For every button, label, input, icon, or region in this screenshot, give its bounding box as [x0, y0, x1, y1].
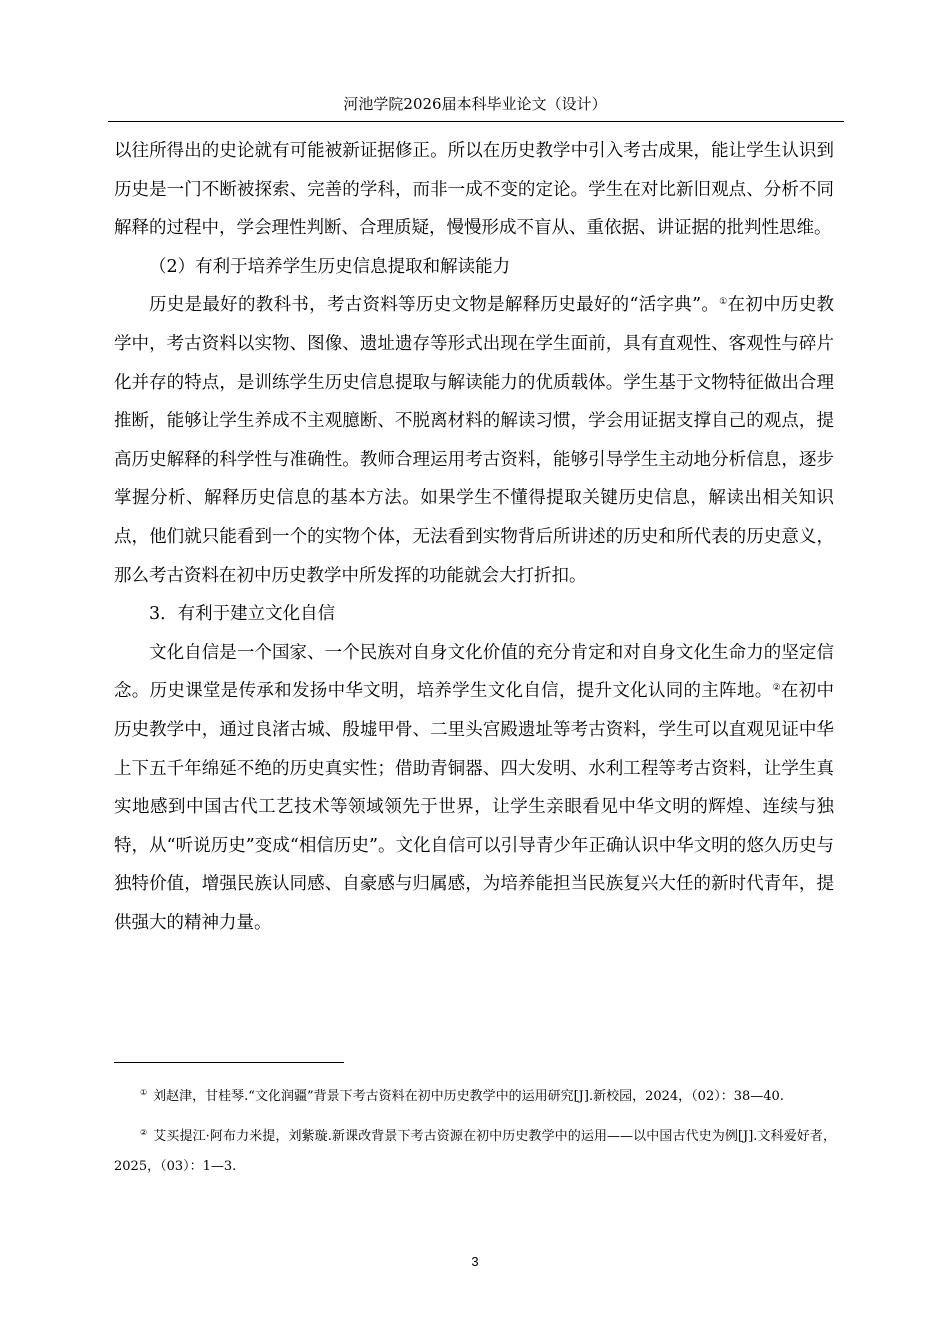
footnote-1 — [114, 1082, 836, 1112]
footnote-2 — [114, 1122, 836, 1182]
paragraph-text: 在初中历史教学中，通过良渚古城、殷墟甲骨、二里头宫殿遗址等考古资料，学生可以直观见证中华上下五千年绵延不绝的历史真实性；借助青铜器、四大发明、水利工程等考古资料，让学生真实地感到中国古代工艺技术等领域领先于世界，让学生亲眼看见中华文明的辉煌、连续与独特，从“听说历史”变成“相信历史”。文化自信可以引导青少年正确认识中华文明的悠久历史与独特价值，增强民族认同感、自豪感与归属感，为培养能担当民族复兴大任的新时代青年，提供强大的精神力量。 — [114, 681, 835, 933]
footnote-ref-2[interactable]: ② — [772, 683, 781, 694]
footnotes — [114, 1082, 836, 1192]
paragraph-text: 文化自信是一个国家、一个民族对自身文化价值的充分肯定和对自身文化生命力的坚定信念。历史课堂是传承和发扬中华文明，培养学生文化自信，提升文化认同的主阵地。 — [114, 642, 834, 702]
section-heading-3: 3．有利于建立文化自信 — [149, 604, 336, 625]
page-header: 河池学院2026届本科毕业论文（设计） — [343, 95, 607, 113]
footnote-text: 刘赵津，甘桂琴.“文化润疆”背景下考古资料在初中历史教学中的运用研究[J].新校园，2024，（02）：38—40. — [153, 1089, 784, 1104]
paragraph-cultural-confidence — [114, 634, 834, 943]
section-heading-2: （2）有利于培养学生历史信息提取和解读能力 — [149, 256, 511, 277]
footnote-mark: ② — [140, 1128, 148, 1137]
paragraph-text: 在初中历史教学中，考古资料以实物、图像、遗址遗存等形式出现在学生面前，具有直观性、客观性与碎片化并存的特点，是训练学生历史信息提取与解读能力的优质载体。学生基于文物特征做出合理推断，能够让学生养成不主观臆断、不脱离材料的解读习惯，学会用证据支撑自己的观点，提高历史解释的科学性与准确性。教师合理运用考古资料，能够引导学生主动地分析信息，逐步掌握分析、解释历史信息的基本方法。如果学生不懂得提取关键历史信息，解读出相关知识点，他们就只能看到一个的实物个体，无法看到实物背后所讲述的历史和所代表的历史意义，那么考古资料在初中历史教学中所发挥的功能就会大打折扣。 — [114, 295, 834, 586]
header-rule — [108, 121, 844, 122]
page-number: 3 — [471, 1254, 479, 1269]
footnote-ref-1[interactable]: ① — [719, 297, 728, 308]
body-text — [114, 132, 834, 942]
footnote-rule — [114, 1062, 344, 1063]
paragraph-continuation: 以往所得出的史论就有可能被新证据修正。所以在历史教学中引入考古成果，能让学生认识到历史是一门不断被探索、完善的学科，而非一成不变的定论。学生在对比新旧观点、分析不同解释的过程中，学会理性判断、合理质疑，慢慢形成不盲从、重依据、讲证据的批判性思维。 — [114, 141, 834, 239]
paragraph-info-extraction — [114, 286, 834, 595]
paragraph-text: 历史是最好的教科书，考古资料等历史文物是解释历史最好的“活字典”。 — [149, 295, 720, 316]
footnote-text: 艾买提江·阿布力米提，刘紫璇.新课改背景下考古资源在初中历史教学中的运用——以中国古代史为例[J].文科爱好者，2025，（03）：1—3. — [114, 1129, 836, 1174]
footnote-mark: ① — [140, 1088, 148, 1097]
